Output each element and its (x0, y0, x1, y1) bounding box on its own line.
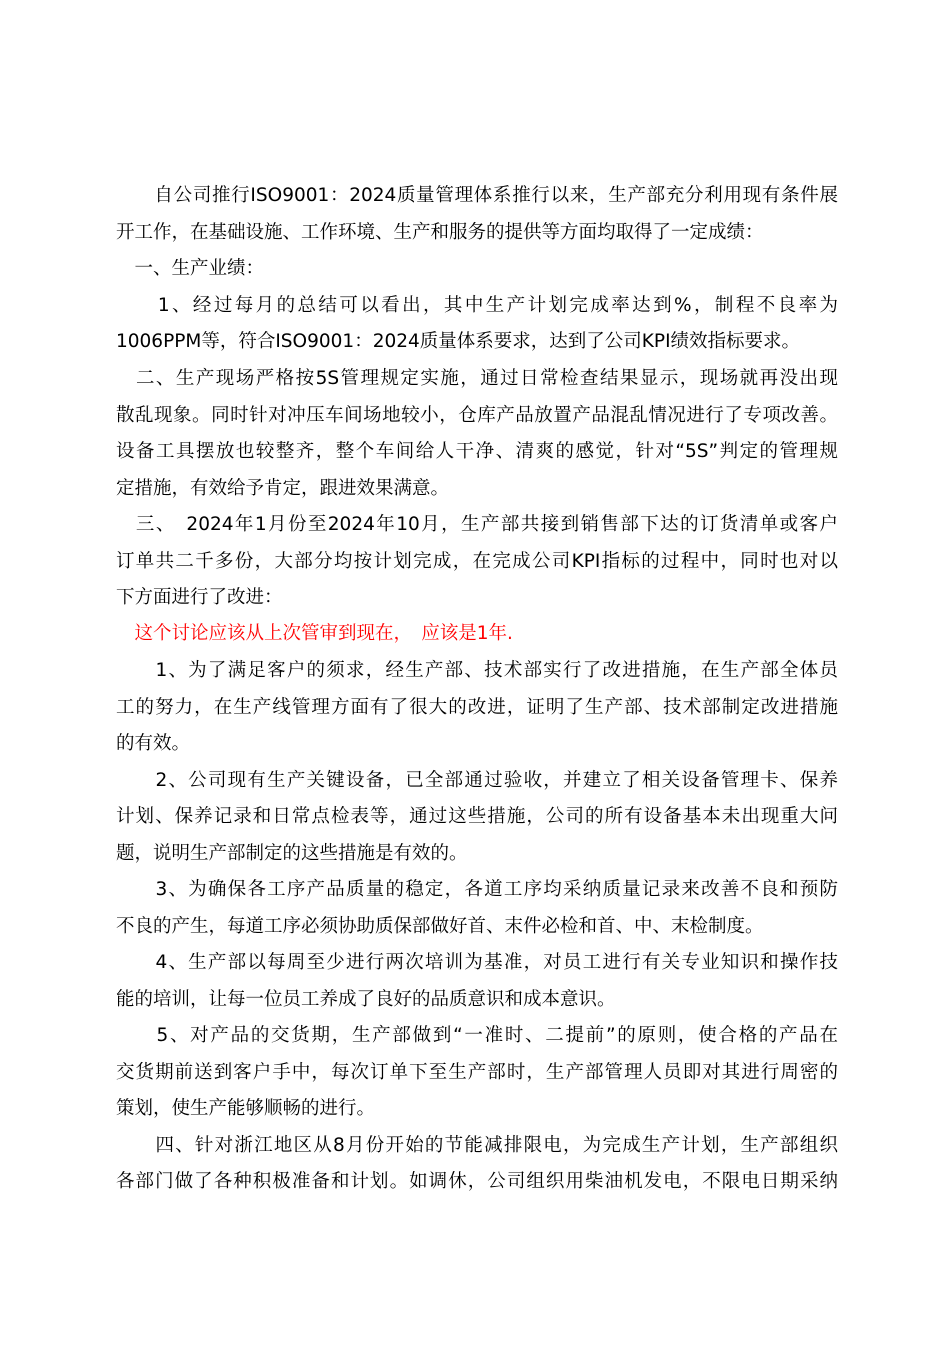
improvement-1-line-3: 的有效。 (116, 733, 191, 754)
section-four-line-1: 四、针对浙江地区从8月份开始的节能减排限电，为完成生产计划，生产部组织 (116, 1135, 838, 1156)
section-three-line-3: 下方面进行了改进： (116, 587, 283, 608)
improvement-1-line-1: 1、为了满足客户的须求，经生产部、技术部实行了改进措施，在生产部全体员 (116, 660, 838, 681)
section-three-line-1: 三、 2024年1月份至2024年10月，生产部共接到销售部下达的订货清单或客户 (116, 514, 838, 535)
item-1-line-1: 1、经过每月的总结可以看出，其中生产计划完成率达到%，制程不良率为 (116, 295, 838, 316)
section-two-line-1: 二、生产现场严格按5S管理规定实施，通过日常检查结果显示，现场就再没出现 (116, 368, 838, 389)
review-comment: 这个讨论应该从上次管审到现在， 应该是1年. (116, 623, 513, 644)
paragraph-intro-line-1: 自公司推行ISO9001：2024质量管理体系推行以来，生产部充分利用现有条件展 (116, 185, 838, 206)
item-1-line-2: 1006PPM等，符合ISO9001：2024质量体系要求，达到了公司KPI绩效指标要求。 (116, 331, 801, 352)
improvement-5-line-3: 策划，使生产能够顺畅的进行。 (116, 1098, 376, 1119)
improvement-1-line-2: 工的努力，在生产线管理方面有了很大的改进，证明了生产部、技术部制定改进措施 (116, 697, 838, 718)
improvement-5-line-2: 交货期前送到客户手中，每次订单下至生产部时，生产部管理人员即对其进行周密的 (116, 1062, 838, 1083)
improvement-4-line-1: 4、生产部以每周至少进行两次培训为基准，对员工进行有关专业知识和操作技 (116, 952, 838, 973)
section-four-line-2: 各部门做了各种积极准备和计划。如调休，公司组织用柴油机发电，不限电日期采纳 (116, 1171, 838, 1192)
section-two-line-3: 设备工具摆放也较整齐，整个车间给人干净、清爽的感觉，针对“5S”判定的管理规 (116, 441, 838, 462)
improvement-3-line-2: 不良的产生，每道工序必须协助质保部做好首、末件必检和首、中、末检制度。 (116, 916, 764, 937)
improvement-4-line-2: 能的培训，让每一位员工养成了良好的品质意识和成本意识。 (116, 989, 616, 1010)
improvement-2-line-2: 计划、保养记录和日常点检表等，通过这些措施，公司的所有设备基本未出现重大问 (116, 806, 838, 827)
section-three-line-2: 订单共二千多份，大部分均按计划完成，在完成公司KPI指标的过程中，同时也对以 (116, 551, 838, 572)
paragraph-intro-line-2: 开工作，在基础设施、工作环境、生产和服务的提供等方面均取得了一定成绩： (116, 222, 764, 243)
improvement-3-line-1: 3、为确保各工序产品质量的稳定，各道工序均采纳质量记录来改善不良和预防 (116, 879, 838, 900)
section-two-line-2: 散乱现象。同时针对冲压车间场地较小，仓库产品放置产品混乱情况进行了专项改善。 (116, 405, 838, 426)
section-heading-production-performance: 一、生产业绩： (116, 258, 265, 279)
improvement-2-line-1: 2、公司现有生产关键设备，已全部通过验收，并建立了相关设备管理卡、保养 (116, 770, 838, 791)
improvement-5-line-1: 5、对产品的交货期，生产部做到“一准时、二提前”的原则，使合格的产品在 (116, 1025, 838, 1046)
section-two-line-4: 定措施，有效给予肯定，跟进效果满意。 (116, 478, 450, 499)
improvement-2-line-3: 题，说明生产部制定的这些措施是有效的。 (116, 843, 468, 864)
